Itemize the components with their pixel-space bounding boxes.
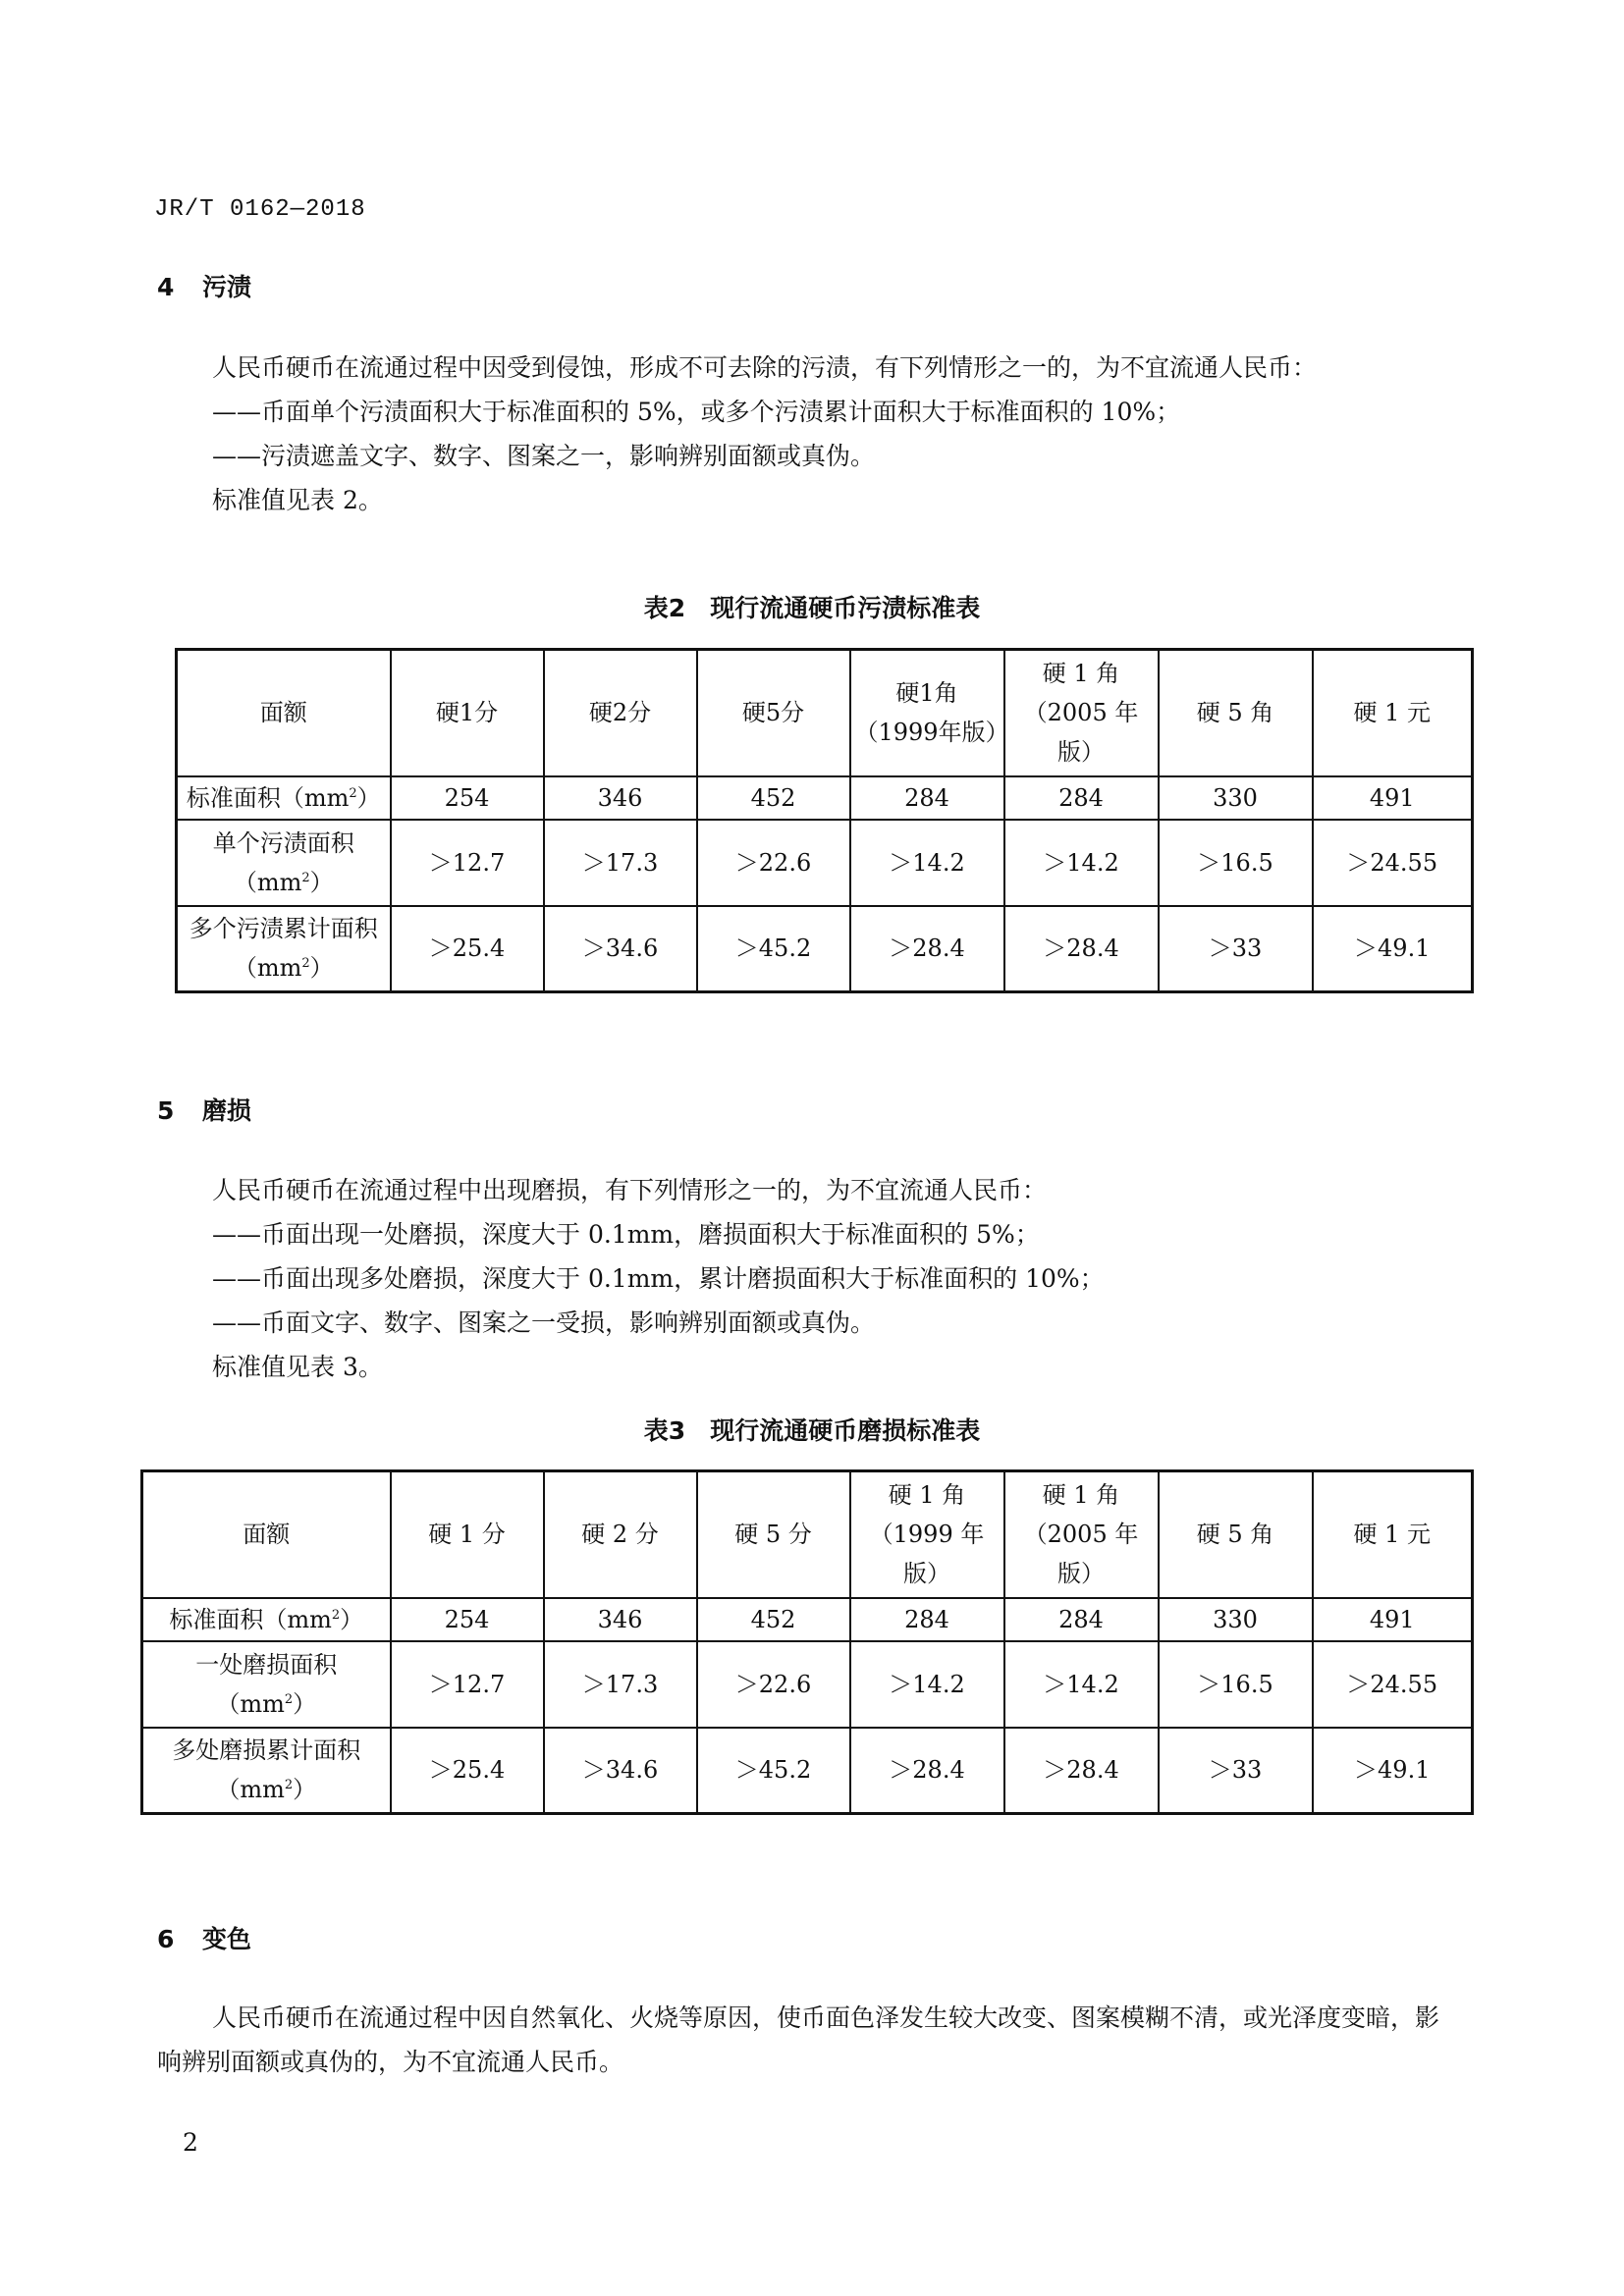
list-item: ——币面单个污渍面积大于标准面积的 5%，或多个污渍累计面积大于标准面积的 10%； <box>212 398 1181 426</box>
header-cell: 硬 1 元 <box>1313 1471 1473 1598</box>
table-cell: ＞45.2 <box>697 1728 850 1814</box>
table-cell: 284 <box>1004 1598 1159 1641</box>
table-cell: ＞25.4 <box>391 906 544 992</box>
table-row <box>142 1641 1473 1728</box>
table-cell: ＞28.4 <box>1004 1728 1159 1814</box>
table-cell: ＞12.7 <box>391 1641 544 1728</box>
table-cell: ＞28.4 <box>850 1728 1004 1814</box>
table-cell: ＞33 <box>1159 1728 1313 1814</box>
table-cell: ＞12.7 <box>391 820 544 906</box>
section-4-body <box>157 346 1463 522</box>
table-cell: ＞24.55 <box>1313 820 1473 906</box>
row-label: 单个污渍面积$(mm^2)$ <box>177 820 391 906</box>
table-cell: ＞14.2 <box>850 1641 1004 1728</box>
table-cell: ＞16.5 <box>1159 820 1313 906</box>
list-item: ——污渍遮盖文字、数字、图案之一，影响辨别面额或真伪。 <box>212 442 876 470</box>
row-label: 标准面积$(mm^2)$ <box>177 776 391 820</box>
table-cell: ＞14.2 <box>1004 820 1159 906</box>
section-4-heading <box>157 268 251 303</box>
header-cell: 硬 1 角（2005 年版） <box>1004 1471 1159 1598</box>
paragraph: 标准值见表 2。 <box>212 486 383 514</box>
page-number: 2 <box>183 2128 198 2157</box>
table-cell: 491 <box>1313 1598 1473 1641</box>
header-cell: 硬 1 角（2005 年版） <box>1004 650 1159 776</box>
table-cell: ＞28.4 <box>1004 906 1159 992</box>
list-item: ——币面出现一处磨损，深度大于 0.1mm，磨损面积大于标准面积的 5%； <box>212 1220 1040 1249</box>
table-cell: ＞22.6 <box>697 820 850 906</box>
header-cell: 硬 1 分 <box>391 1471 544 1598</box>
table-cell: 330 <box>1159 1598 1313 1641</box>
table-cell: 284 <box>1004 776 1159 820</box>
table-cell: 254 <box>391 1598 544 1641</box>
table-cell: 284 <box>850 776 1004 820</box>
table-cell: ＞25.4 <box>391 1728 544 1814</box>
table-cell: ＞16.5 <box>1159 1641 1313 1728</box>
section-5-body <box>157 1168 1463 1389</box>
table-cell: 452 <box>697 776 850 820</box>
header-cell: 面额 <box>177 650 391 776</box>
table-cell: 346 <box>544 776 697 820</box>
table-row <box>142 1728 1473 1814</box>
row-label: 多个污渍累计面积$(mm^2)$ <box>177 906 391 992</box>
table-cell: ＞34.6 <box>544 1728 697 1814</box>
section-6-heading <box>157 1920 251 1955</box>
table-cell: ＞49.1 <box>1313 906 1473 992</box>
table-cell: 491 <box>1313 776 1473 820</box>
header-cell: 硬 5 角 <box>1159 650 1313 776</box>
table-header-row <box>142 1471 1473 1598</box>
section-title: 污渍 <box>202 273 252 301</box>
header-cell: 硬2分 <box>544 650 697 776</box>
table-header-row <box>177 650 1473 776</box>
table-2-caption: 表2 现行流通硬币污渍标准表 <box>643 594 981 622</box>
table-cell: ＞45.2 <box>697 906 850 992</box>
list-item: ——币面文字、数字、图案之一受损，影响辨别面额或真伪。 <box>212 1308 876 1337</box>
table-cell: ＞14.2 <box>1004 1641 1159 1728</box>
header-cell: 硬 1 角（1999 年版） <box>850 1471 1004 1598</box>
table-cell: ＞17.3 <box>544 820 697 906</box>
section-title: 磨损 <box>202 1096 252 1125</box>
header-cell: 硬 5 分 <box>697 1471 850 1598</box>
paragraph: 人民币硬币在流通过程中因自然氧化、火烧等原因，使币面色泽发生较大改变、图案模糊不清，或光泽度变暗，影响辨别面额或真伪的，为不宜流通人民币。 <box>157 2003 1440 2076</box>
header-cell: 硬 2 分 <box>544 1471 697 1598</box>
table-cell: ＞14.2 <box>850 820 1004 906</box>
table-cell: 452 <box>697 1598 850 1641</box>
list-item: ——币面出现多处磨损，深度大于 0.1mm，累计磨损面积大于标准面积的 10%； <box>212 1264 1105 1293</box>
table-2 <box>175 648 1474 993</box>
table-cell: 330 <box>1159 776 1313 820</box>
header-cell: 硬1分 <box>391 650 544 776</box>
paragraph: 人民币硬币在流通过程中因受到侵蚀，形成不可去除的污渍，有下列情形之一的，为不宜流通人民币： <box>212 353 1318 382</box>
table-cell: 284 <box>850 1598 1004 1641</box>
table-row <box>177 906 1473 992</box>
table-cell: ＞49.1 <box>1313 1728 1473 1814</box>
table-3 <box>140 1469 1474 1815</box>
header-cell: 硬 1 元 <box>1313 650 1473 776</box>
section-title: 变色 <box>202 1925 252 1953</box>
paragraph: 标准值见表 3。 <box>212 1353 383 1381</box>
table-cell: ＞28.4 <box>850 906 1004 992</box>
table-row <box>142 1598 1473 1641</box>
header-cell: 硬5分 <box>697 650 850 776</box>
table-3-caption: 表3 现行流通硬币磨损标准表 <box>643 1416 981 1445</box>
section-number: 4 <box>157 273 175 301</box>
header-cell: 硬 5 角 <box>1159 1471 1313 1598</box>
table-cell: 254 <box>391 776 544 820</box>
row-label: 多处磨损累计面积$(mm^2)$ <box>142 1728 391 1814</box>
table-row <box>177 820 1473 906</box>
header-cell: 面额 <box>142 1471 391 1598</box>
paragraph: 人民币硬币在流通过程中出现磨损，有下列情形之一的，为不宜流通人民币： <box>212 1176 1048 1204</box>
row-label: 一处磨损面积$(mm^2)$ <box>142 1641 391 1728</box>
table-cell: ＞24.55 <box>1313 1641 1473 1728</box>
section-6-body <box>157 1996 1453 2084</box>
table-cell: ＞34.6 <box>544 906 697 992</box>
document-id: JR/T 0162—2018 <box>154 196 366 223</box>
table-cell: ＞33 <box>1159 906 1313 992</box>
table-cell: ＞17.3 <box>544 1641 697 1728</box>
section-number: 6 <box>157 1925 175 1953</box>
table-cell: 346 <box>544 1598 697 1641</box>
table-row <box>177 776 1473 820</box>
section-5-heading <box>157 1092 251 1127</box>
row-label: 标准面积$(mm^2)$ <box>142 1598 391 1641</box>
section-number: 5 <box>157 1096 175 1125</box>
table-cell: ＞22.6 <box>697 1641 850 1728</box>
header-cell: 硬1角（1999年版） <box>850 650 1004 776</box>
